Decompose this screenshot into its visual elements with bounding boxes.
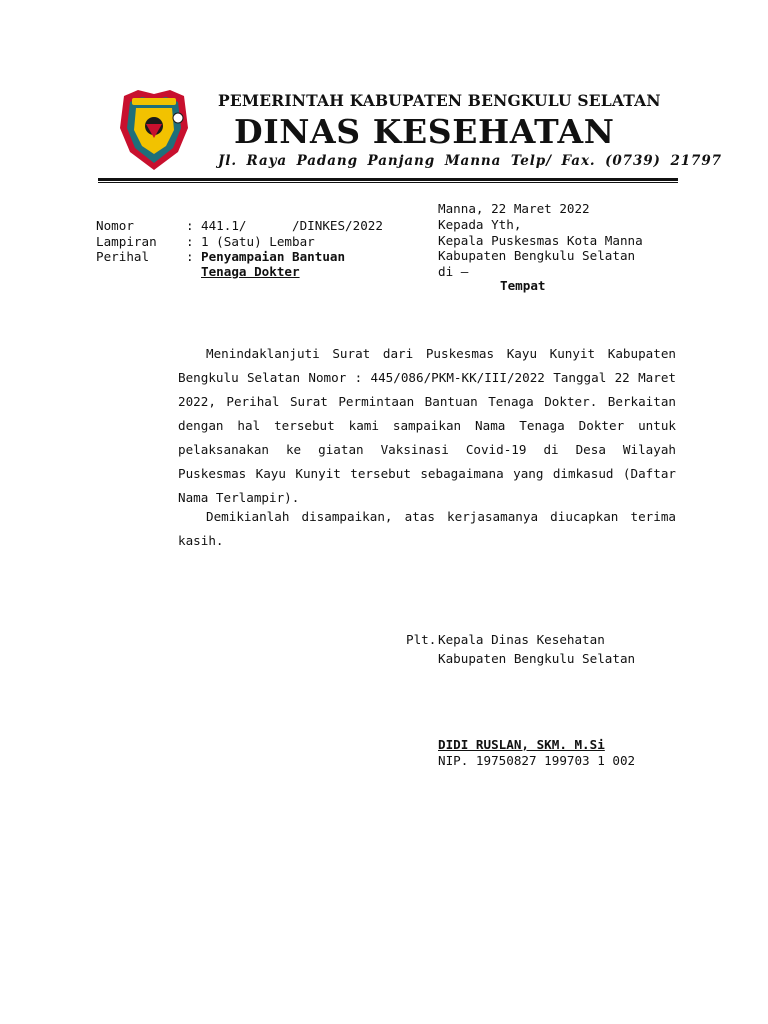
signature-prefix: Plt. xyxy=(406,632,437,647)
signature-title-1: Kepala Dinas Kesehatan xyxy=(438,632,605,647)
recipient-line-1: Kepala Puskesmas Kota Manna xyxy=(438,233,643,248)
signatory-name: DIDI RUSLAN, SKM. M.Si xyxy=(438,737,605,752)
emblem-banner xyxy=(132,98,176,105)
emblem-side-ring xyxy=(173,113,183,123)
regency-emblem-logo xyxy=(118,88,190,172)
perihal-value-line-1: Penyampaian Bantuan xyxy=(201,249,346,264)
lampiran-label: Lampiran xyxy=(96,234,157,249)
recipient-salutation: Kepada Yth, xyxy=(438,217,522,232)
letterhead-rule-thick xyxy=(98,178,678,181)
recipient-place: Tempat xyxy=(500,278,546,293)
department-title: DINAS KESEHATAN xyxy=(234,112,615,151)
recipient-line-2: Kabupaten Bengkulu Selatan xyxy=(438,248,636,263)
signature-title-2: Kabupaten Bengkulu Selatan xyxy=(438,651,636,666)
perihal-colon: : xyxy=(186,249,194,264)
recipient-line-3: di – xyxy=(438,264,469,279)
signatory-nip: NIP. 19750827 199703 1 002 xyxy=(438,753,636,768)
nomor-colon: : xyxy=(186,218,194,233)
office-address: Jl. Raya Padang Panjang Manna Telp/ Fax. (0739) 21797 xyxy=(218,153,722,169)
body-paragraph-1: Menindaklanjuti Surat dari Puskesmas Kayu Kunyit Kabupaten Bengkulu Selatan Nomor : 445/086/PKM-KK/III/2022 Tanggal 22 Maret 2022, Perihal Surat Permintaan Bantuan Tenaga Dokter. Berkaitan dengan hal tersebut kami sampaikan Nama Tenaga Dokter untuk pelaksanakan ke giatan Vaksinasi Covid-19 di Desa Wilayah Puskesmas Kayu Kunyit tersebut sebagaimana yang dimkasud (Daftar Nama Terlampir). xyxy=(178,346,676,505)
perihal-value-line-2: Tenaga Dokter xyxy=(201,264,300,279)
letter-date: Manna, 22 Maret 2022 xyxy=(438,201,590,216)
body-paragraph-2: Demikianlah disampaikan, atas kerjasamanya diucapkan terima kasih. xyxy=(178,509,676,548)
letterhead-rule-thin xyxy=(98,182,678,183)
nomor-label: Nomor xyxy=(96,218,134,233)
perihal-label: Perihal xyxy=(96,249,150,264)
lampiran-value: 1 (Satu) Lembar xyxy=(201,234,315,249)
lampiran-colon: : xyxy=(186,234,194,249)
government-name: PEMERINTAH KABUPATEN BENGKULU SELATAN xyxy=(218,91,661,110)
nomor-value: 441.1/ /DINKES/2022 xyxy=(201,218,383,233)
